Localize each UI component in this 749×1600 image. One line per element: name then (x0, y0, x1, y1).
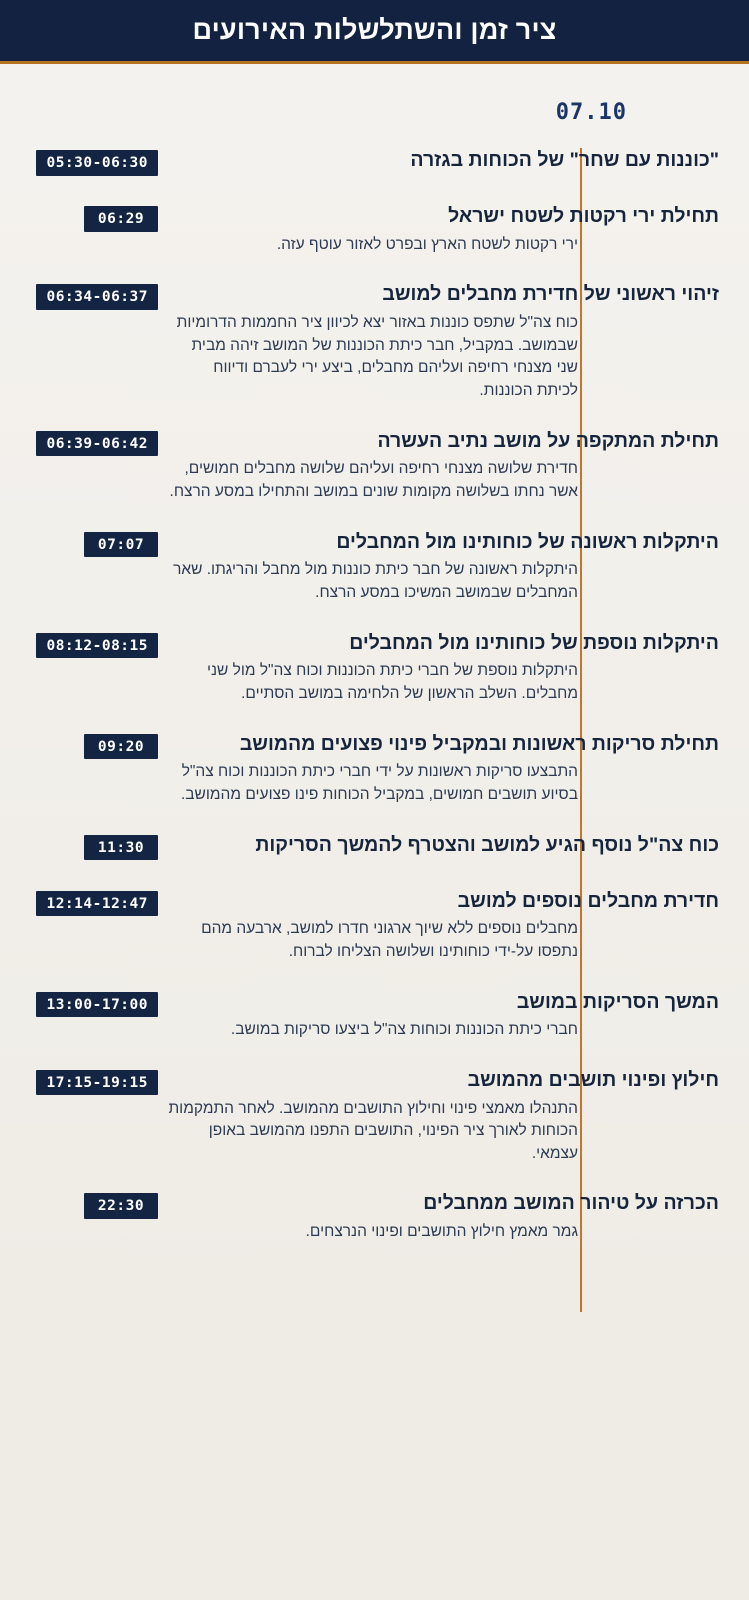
event-time-badge: 09:20 (84, 734, 158, 760)
event-time-col (0, 631, 150, 659)
event-content (150, 732, 749, 807)
timeline-event (0, 530, 749, 631)
event-time-badge: 07:07 (84, 532, 158, 558)
event-title: חדירת מחבלים נוספים למושב (457, 889, 719, 912)
event-description: גמר מאמץ חילוץ התושבים ופינוי הנרצחים. (305, 1223, 578, 1241)
event-content (150, 282, 749, 402)
event-title: זיהוי ראשוני של חדירת מחבלים למושב (382, 283, 719, 306)
timeline-event (0, 990, 749, 1068)
event-title: "כוננות עם שחר" של הכוחות בגזרה (410, 149, 719, 171)
event-title: היתקלות ראשונה של כוחותינו מול המחבלים (336, 530, 719, 553)
timeline-event (0, 282, 749, 428)
event-time-badge: 05:30-06:30 (36, 150, 158, 176)
event-description: התנהלו מאמצי פינוי וחילוץ התושבים מהמושב. לאחר התמקמות הכוחות לאורך ציר הפינוי, התושבים התפנו מהמושב באופן עצמאי. (168, 1099, 578, 1162)
event-time-col (0, 1191, 150, 1219)
event-description: ירי רקטות לשטח הארץ ובפרט לאזור עוטף עזה. (276, 235, 578, 253)
event-time-badge: 22:30 (84, 1193, 158, 1219)
event-title: היתקלות נוספת של כוחותינו מול המחבלים (349, 631, 719, 654)
event-content (150, 1068, 749, 1166)
event-title: תחילת המתקפה על מושב נתיב העשרה (377, 429, 719, 452)
event-time-col (0, 1068, 150, 1096)
event-description: התבצעו סריקות ראשונות על ידי חברי כיתת הכוננות וכוח צה"ל בסיוע תושבים חמושים, במקביל הכוחות פינו פצועים מהמושב. (180, 763, 578, 803)
event-time-badge: 06:29 (84, 206, 158, 232)
event-content (150, 1191, 749, 1243)
timeline-event (0, 631, 749, 732)
timeline-event (0, 1191, 749, 1269)
event-time-col (0, 282, 150, 310)
date-row (0, 64, 749, 148)
event-title: תחילת סריקות ראשונות ובמקביל פינוי פצועים מהמושב (239, 732, 719, 755)
event-time-badge: 06:34-06:37 (36, 284, 158, 310)
timeline-event (0, 148, 749, 204)
event-title: חילוץ ופינוי תושבים מהמושב (467, 1068, 719, 1091)
event-time-col (0, 148, 150, 176)
event-time-col (0, 732, 150, 760)
event-time-badge: 17:15-19:15 (36, 1070, 158, 1096)
event-content (150, 148, 749, 178)
event-content (150, 889, 749, 964)
event-time-badge: 12:14-12:47 (36, 891, 158, 917)
event-time-col (0, 204, 150, 232)
timeline-date-label: 07.10 (555, 100, 627, 125)
page-title: ציר זמן והשתלשלות האירועים (192, 15, 557, 45)
event-title: תחילת ירי רקטות לשטח ישראל (448, 205, 719, 227)
event-description: היתקלות ראשונה של חבר כיתת כוננות מול מחבל והריגתו. שאר המחבלים שבמושב המשיכו במסע הרצח. (173, 561, 578, 601)
event-content (150, 631, 749, 706)
event-description: חברי כיתת הכוננות וכוחות צה"ל ביצעו סריקות במושב. (230, 1021, 578, 1039)
timeline-event (0, 732, 749, 833)
timeline-event (0, 429, 749, 530)
event-content (150, 429, 749, 504)
timeline-footer-space (0, 1270, 749, 1296)
event-content (150, 530, 749, 605)
event-title: כוח צה"ל נוסף הגיע למושב והצטרף להמשך הסריקות (255, 833, 719, 856)
event-time-col (0, 889, 150, 917)
event-description: מחבלים נוספים ללא שיוך ארגוני חדרו למושב, ארבעה מהם נתפסו על-ידי כוחותינו ושלושה הצליחו לברוח. (201, 920, 578, 960)
event-title: הכרזה על טיהור המושב ממחבלים (423, 1192, 719, 1215)
page-header (0, 0, 749, 64)
event-time-col (0, 990, 150, 1018)
timeline (0, 148, 749, 1356)
event-time-badge: 11:30 (84, 835, 158, 861)
event-time-badge: 08:12-08:15 (36, 633, 158, 659)
event-description: כוח צה"ל שתפס כוננות באזור יצא לכיוון ציר החממות הדרומיות שבמושב. במקביל, חבר כיתת הכוננות של המושב זיהה מבית שני מצנחי רחיפה ועליהם מחבלים, ביצע ירי לעברם ודיווח לכיתת הכוננות. (176, 314, 578, 399)
event-time-badge: 06:39-06:42 (36, 431, 158, 457)
timeline-event (0, 889, 749, 990)
event-time-col (0, 429, 150, 457)
event-time-badge: 13:00-17:00 (36, 992, 158, 1018)
timeline-event (0, 204, 749, 282)
event-description: היתקלות נוספת של חברי כיתת הכוננות וכוח צה"ל מול שני מחבלים. השלב הראשון של הלחימה במושב הסתיים. (206, 662, 578, 702)
timeline-event (0, 833, 749, 889)
event-content (150, 833, 749, 863)
event-time-col (0, 833, 150, 861)
event-content (150, 204, 749, 256)
event-title: המשך הסריקות במושב (516, 990, 719, 1013)
event-time-col (0, 530, 150, 558)
event-content (150, 990, 749, 1042)
event-description: חדירת שלושה מצנחי רחיפה ועליהם שלושה מחבלים חמושים, אשר נחתו בשלושה מקומות שונים במושב והתחילו במסע הרצח. (169, 460, 578, 500)
timeline-event (0, 1068, 749, 1192)
